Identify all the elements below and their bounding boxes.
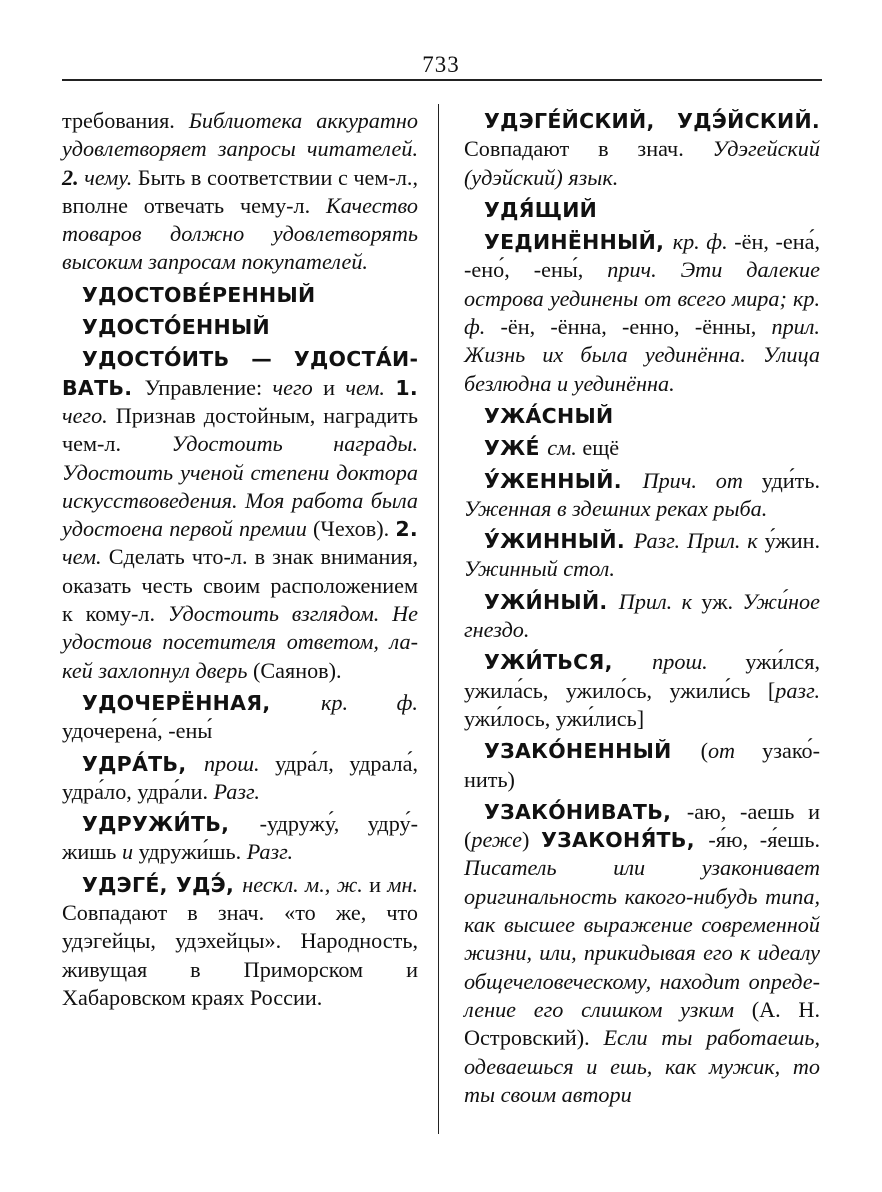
entry-text: -я́ю, -я́ешь.: [708, 827, 820, 853]
entry-text: Совпадают в знач.: [464, 136, 713, 162]
entry-text: реже: [471, 827, 522, 853]
entry-text: Писатель или узаконивает оригинальность какого-нибудь типа, как высшее выражение современной жизни, или, прикидывая его к идеалу общечеловеческому, находит определение его слишком узким: [464, 855, 820, 1022]
entry-text: 2.: [62, 164, 85, 190]
entry-text: -ён, -ена́, -ено́, -ены́,: [464, 229, 820, 283]
headword: У́ЖИННЫЙ.: [484, 529, 634, 554]
entry-text: Прил. к: [618, 588, 702, 614]
entry-text: Разг.: [213, 778, 260, 804]
headword: УЖИ́ТЬСЯ,: [484, 650, 653, 675]
dictionary-entry: [62, 313, 418, 341]
dictionary-entry: [464, 467, 820, 524]
entry-text: Качество товаров должно удовлетворять высоким запросам покупателей.: [62, 192, 418, 275]
entry-text: чего.: [62, 402, 116, 428]
entry-text: и: [121, 839, 139, 865]
entry-text: см.: [547, 435, 583, 461]
entry-text: Быть в соответствии с чем-л., вполне отвечать чему-л.: [62, 164, 418, 218]
entry-text: и: [323, 374, 346, 400]
dictionary-entry: [62, 281, 418, 309]
dictionary-entry: [62, 345, 418, 685]
headword: УДОСТО́ИТЬ — УДОСТА́ИВАТЬ.: [62, 347, 418, 400]
headword: 2.: [395, 517, 418, 542]
dictionary-entry: [464, 228, 820, 398]
headword: УЗАКОНЯ́ТЬ,: [541, 828, 709, 853]
entry-text: -аю, -аешь и (: [464, 798, 820, 853]
entry-text: у́жин.: [764, 528, 820, 554]
entry-text: ужи́лось, ужи́лись]: [464, 705, 645, 731]
headword: УДОЧЕРЁННАЯ,: [82, 690, 321, 715]
dictionary-entry: [62, 810, 418, 867]
entry-text: прош.: [203, 750, 276, 776]
entry-text: уж.: [701, 588, 743, 614]
dictionary-entry: [464, 527, 820, 584]
entry-text: (А. Н. Островский).: [464, 996, 821, 1051]
headword: УЖА́СНЫЙ: [484, 403, 614, 428]
entry-text: разг.: [775, 677, 820, 703]
entry-text: кр. ф.: [672, 229, 735, 255]
dictionary-entry: [464, 402, 820, 430]
entry-text: Удостоить взглядом. Не удостоив посетителя ответом, лакей захлопнул дверь: [62, 601, 418, 683]
headword: УЗАКО́НЕННЫЙ: [484, 739, 701, 764]
entry-text: ужи́лся, ужила́сь, ужило́сь, ужили́сь [: [464, 649, 820, 703]
headword: УДЯ́ЩИЙ: [484, 197, 598, 222]
entry-text: чему.: [84, 164, 138, 190]
entry-text: Управление:: [144, 374, 273, 400]
headword: УДРА́ТЬ,: [82, 751, 204, 776]
headword: УЖИ́НЫЙ.: [484, 589, 619, 614]
entry-text: мн.: [387, 871, 418, 897]
entry-text: прош.: [652, 649, 746, 675]
headword: УДРУЖИ́ТЬ,: [82, 812, 260, 837]
dictionary-entry: [62, 871, 418, 1012]
headword: 1.: [395, 375, 419, 400]
page-number: 733: [422, 52, 460, 77]
right-column: [464, 107, 820, 1113]
entry-text: удочерена́, -ены́: [62, 718, 213, 744]
entry-text: чем.: [345, 374, 396, 400]
entry-text: Признав достойным, наградить чем-л.: [62, 402, 418, 457]
headword: УДЭГЕ́, УДЭ́,: [82, 872, 243, 897]
entry-text: Разг. Прил. к: [633, 528, 765, 554]
entry-text: прич. Эти далекие острова уединены от всего мира; кр. ф.: [464, 257, 820, 340]
dictionary-entry: [464, 196, 820, 224]
column-divider: [438, 104, 439, 1134]
dictionary-entry: [464, 737, 820, 794]
entry-text: Удостоить награды. Удостоить ученой степени доктора искусствоведения. Моя работа была удостоена первой премии: [62, 431, 418, 542]
dictionary-entry: [464, 648, 820, 733]
left-column: [62, 107, 418, 1016]
dictionary-entry: [464, 798, 820, 1109]
entry-text: Сделать что-л. в знак внимания, оказать честь своим расположением к кому-л.: [62, 544, 418, 627]
entry-text: Библиотека аккуратно удовлетворяет запросы читателей.: [62, 108, 418, 162]
entry-text: Прич. от: [642, 467, 762, 493]
entry-text: уди́ть.: [761, 467, 820, 493]
headword: УЕДИНЁННЫЙ,: [484, 230, 673, 255]
entry-text: Разг.: [246, 839, 294, 865]
entry-text: и: [369, 871, 388, 897]
entry-text: Совпадают в знач. «то же, что удэгейцы, удэхейцы». Народность, живущая в Приморском и Хабаровском краях России.: [62, 900, 418, 1010]
dictionary-entry: [62, 107, 418, 277]
entry-text: ещё: [582, 435, 620, 461]
entry-text: чего: [272, 374, 324, 400]
entry-text: прил. Жизнь их была уединённа. Улица безлюдна и уединённа.: [464, 314, 820, 396]
headword: УДЭГЕ́ЙСКИЙ, УДЭ́ЙСКИЙ.: [484, 109, 820, 133]
headword: УДОСТО́ЕННЫЙ: [82, 315, 270, 340]
entry-text: требования.: [62, 108, 189, 133]
headword: У́ЖЕННЫЙ.: [484, 468, 643, 493]
dictionary-entry: [62, 689, 418, 746]
entry-text: Уженная в здешних реках рыба.: [464, 495, 768, 521]
entry-text: -удружу́, удру́жишь: [62, 811, 418, 865]
header-rule: [62, 79, 822, 81]
entry-text: узако́нить): [464, 738, 820, 792]
entry-text: удра́л, удрала́, удра́ло, удра́ли.: [62, 750, 419, 804]
entry-text: ): [521, 827, 542, 853]
headword: УДОСТОВЕ́РЕННЫЙ: [82, 282, 316, 307]
entry-text: Удэгейский (удэйский) язык.: [464, 136, 820, 190]
entry-text: Если ты работаешь, одеваешься и ешь, как мужик, то ты своим автори: [464, 1025, 820, 1107]
headword: УЖЕ́: [484, 436, 548, 461]
entry-text: Ужи́ное гнездо.: [464, 588, 820, 643]
entry-text: нескл. м., ж.: [242, 871, 370, 897]
entry-text: (Саянов).: [252, 657, 342, 683]
entry-text: от: [707, 738, 763, 764]
headword: УЗАКО́НИВАТЬ,: [484, 799, 687, 824]
entry-text: чем.: [62, 544, 109, 570]
dictionary-entry: [464, 107, 820, 192]
entry-text: (Чехов).: [313, 516, 396, 542]
entry-text: удружи́шь.: [138, 839, 247, 865]
dictionary-entry: [62, 750, 418, 807]
entry-text: -ён, -ённа, -енно, -ённы,: [500, 314, 772, 340]
dictionary-entry: [464, 434, 820, 462]
entry-text: (: [700, 738, 708, 764]
entry-text: кр. ф.: [321, 689, 418, 715]
dictionary-entry: [464, 588, 820, 645]
entry-text: Ужинный стол.: [464, 556, 615, 582]
